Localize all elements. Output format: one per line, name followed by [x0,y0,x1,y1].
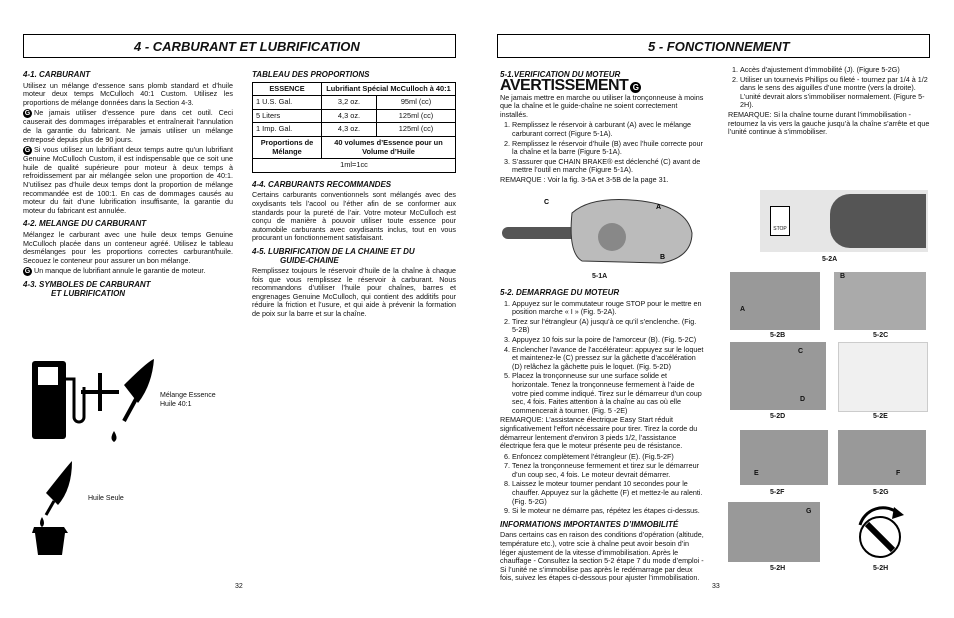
label-d: D [800,396,806,403]
s52-title: 5-2. DEMARRAGE DU MOTEUR [500,288,620,297]
s52-steps-2: 6. Enfoncez complètement l’étrangleur (E). (Fig.5-2F) 7. Tenez la tronçonneuse fermement et tirez sur le démarreur d’un coup sec, 4 fois. Le moteur devrait démarrer. 8. Laissez le moteur tourner pendant 10 secondes pour le chauffer. Appuyez sur la gâchette (F) et mettez-le au ralenti. (Fig. 5-2G) 9. Si le moteur ne démarre pas, répétez les étapes ci-dessus. [500,453,704,516]
oil-only-label: Huile Seule [88,495,124,502]
plus-icon [81,373,119,411]
warning-g-icon: G [24,147,31,155]
s52-rem: REMARQUE: L’assistance électrique Easy Start réduit signficativement l’effort nécessaire pour tirer. Tirez la corde du démarreur lentement d’environ 3 pieds 1/2, l’assistance électrique fera que le moteur présente peu de résistance. [500,415,698,451]
fig-5-2b [730,272,820,330]
s42-title: 4-2. MELANGE DU CARBURANT [23,219,147,229]
label-g: G [806,508,812,515]
label-b: B [840,273,846,280]
fig-5-2f-label: 5-2F [770,489,785,496]
left-col-1 [23,66,233,300]
warning-heading: AVERTISSEMENT G [500,82,704,93]
fig-5-1a-label: 5-1A [592,273,608,280]
s42-p2: G Un manque de lubrifiant annule le garantie de moteur. [24,266,206,276]
table-header-essence: ESSENCE [253,82,322,96]
s41-p2: G Ne jamais utiliser d’essence pure dans cet outil. Ceci causerait des dommages irréparables et entraînerait l’annulation de la garantie du fabricant. Ne jamais utiliser un mélange entreposé depuis plus de 90 jours. [23,108,233,144]
s53-rem: REMARQUE: Si la chaîne tourne durant l’immobilisation - retournez la vis vers la gauche jusqu’à la chaîne s’arrête et que l’unité continue à s’immobiliser. [728,109,930,137]
label-e: E [754,470,759,477]
label-a: A [656,204,662,211]
fig-5-2e [838,342,928,412]
warning-g-icon: G [24,268,31,276]
proportions-table [252,82,456,173]
mix-label: Mélange Essence Huile 40:1 [160,392,216,408]
table-row: 1 Imp. Gal. 4,3 oz. 125ml (cc) [253,123,456,137]
right-col-1b [500,284,704,585]
s53-p: Dans certains cas en raison des conditions d’opération (altitude, température etc.), votre scie à chaîne peut avoir besoin d’in léger ajustement de la vitesse d’immobilisation. Après le chauffage - Consultez la section 5-2 étape 7 du mode d’emploi - Si l’unité ne s’immobilise pas après le redémarrage par deux fois, suivez les étapes ci-dessous pour ajuster l’immobilisation. [500,530,704,583]
fig-5-2d [730,342,826,410]
page-number-left: 32 [235,583,243,590]
fig-5-2a-label: 5-2A [822,256,838,263]
s42-p1: Mélangez le carburant avec une huile deux temps Genuine McCulloch placée dans un conteneur agréé. Utilisez le tableau desmélanges pour les proportions correctes carburant/huile. Secouez le conteneur pour assurer un bon mélange. [23,229,233,265]
s41-p1: Utilisez un mélange d’essence sans plomb standard et d’huile moteur deux temps McCulloch 40:1 Custom. Utilisez les proportions de mélange données dans la Section 4-3. [23,80,233,107]
s52-steps: 1. Appuyez sur le commutateur rouge STOP pour le mettre en position marche « I » (Fig. 5-2A). 2. Tirez sur l’étrangleur (A) jusqu’à ce qu’il s’enclenche. (Fig. 5-2B) 3. Appuyez 10 fois sur la poire de l’amorceur (B). (Fig. 5-2C) 4. Enclencher l’avance de l’accélérateur: appuyez sur le loquet et maintenez-le (C) pressez sur la gâchette d’accélération (D) relâchez la gâchette puis le loquet. (Fig. 5-2D) 5. Placez la tronçonneuse sur une surface solide et horizontale. Tenez la tronçonneuse fermement à l’aide de votre pied comme indiqué. Tirez sur le démarreur d’un coup sec, 4 fois. Faites attention à la chaîne au cas où elle commencerait à tourner. (Fig. 5 -2E) [500,300,704,416]
s51-p: Ne jamais mettre en marche ou utiliser la tronçonneuse à moins que la chaîne et le guide-chaîne ne soient correctement installés. [500,92,704,119]
page-number-right: 33 [712,583,720,590]
s43-title: 4-3. SYMBOLES DE CARBURANT ET LUBRIFICATION [23,280,151,298]
s53-steps: 1. Accès d’ajustement d’immobilité (J). (Figure 5-2G) 2. Utiliser un tournevis Phillips ou fileté - tournez par 1/4 à 1/2 dans le sens des aiguilles d’une montre (vers la droite). L’unité devrait alors s’immobiliser normalement. (Figure 5-2H). [728,66,930,110]
s44-title: 4-4. CARBURANTS RECOMMANDES [252,179,392,189]
fig-5-2h-label: 5-2H [770,565,786,572]
warning-g-icon: G [24,110,31,118]
s44-p: Certains carburants conventionnels sont mélangés avec des oxydisants tels l’acool ou l’éther afin de se conformer aux standards pour la pureté de l’air. Votre moteur McCulloch est conçu de manière à pouvoir utiliser toute essence pour automobile carburants avec oxydisants inclus, tout en vous procurant un fonctionnement satisfaisant. [252,190,456,243]
right-col-1 [500,66,704,187]
fig-5-2a [760,190,928,252]
table-row: 1ml=1cc [253,159,456,173]
s51-title: 5-1.VERIFICATION DU MOTEUR [500,70,621,79]
right-header-title: 5 - FONCTIONNEMENT [648,38,790,54]
fig-5-2b-label: 5-2B [770,332,786,339]
oil-funnel-icon [112,359,155,442]
table-header-lubricant: Lubrifiant Spécial McCulloch à 40:1 [322,82,456,96]
left-col-2 [252,66,456,321]
right-header [497,34,930,58]
label-f: F [896,470,901,477]
fig-5-2c-label: 5-2C [873,332,889,339]
label-c: C [544,199,550,206]
stop-switch-icon: STOP [770,206,790,236]
fig-5-2e-label: 5-2E [873,413,888,420]
fig-5-2d-label: 5-2D [770,413,786,420]
label-b: B [660,254,666,261]
s41-p3: G Si vous utilisez un lubrifiant deux temps autre qu’un lubrifiant Genuine McCulloch Custom, il est indispensable que ce soit une huile de qualité supérieure pour moteur à deux temps à refroidissement par air mélangée selon une proportion de 40:1. N’utilisez pas d’huile deux temps dont la proportion de mélange recommandée est de 100:1. En cas de dommages causés au moteur du fait d’une lubrification insuffisante, la garantie du moteur du fabricant est annulée. [23,145,233,215]
label-a: A [740,306,746,313]
fig-5-2g [838,430,926,485]
table-header-row [253,82,456,96]
fuel-symbols-illustration [28,355,178,565]
label-c: C [798,348,804,355]
fuel-pump-icon [32,361,84,439]
oil-funnel-icon-2 [40,461,72,527]
s53-title: INFORMATIONS IMPORTANTES D’IMMOBILITÉ [500,519,679,529]
s45-title: 4-5. LUBRIFICATION DE LA CHAINE ET DU GUIDE-CHAINE [252,246,415,265]
s41-title: 4-1. CARBURANT [23,70,91,79]
s51-steps: 1. Remplissez le réservoir à carburant (A) avec le mélange carburant correct (Figure 5-1A). 2. Remplissez le réservoir d’huile (B) avec l’huile correcte pour la chaîne et la barre (Figure 5-1A). 3. S’assurer que CHAIN BRAKE® est déclenché (C) avant de mettre l’outil en marche (Figure 5-1A). [500,121,704,175]
s51-rem: REMARQUE : Voir la fig. 3-5A et 3-5B de la page 31. [500,174,669,184]
fig-5-2g-label: 5-2G [873,489,889,496]
table-row: 1 U.S. Gal. 3,2 oz. 95ml (cc) [253,96,456,110]
fig-5-2h-label-2: 5-2H [873,565,889,572]
oil-can-icon [32,527,68,555]
s45-p: Remplissez toujours le réservoir d’huile de la chaîne à chaque fois que vous remplissez le réservoir à carburant. Nous recommandons d’utiliser l’huile pour chaînes, barres et engrenages Genuine McCulloch, qui contient des additifs pour réduire la friction et l’usure, et qui aide à prévenir la formation de poix sur la barre et sur la chaîne. [252,266,456,319]
table-row: Proportions de Mélange 40 volumes d’Essence pour un Volume d’Huile [253,136,456,158]
table-row: 5 Liters 4,3 oz. 125ml (cc) [253,109,456,123]
fig-5-2c [834,272,926,330]
right-col-2-text [728,66,930,139]
left-header-title: 4 - CARBURANT ET LUBRIFICATION [134,38,360,54]
left-header [23,34,456,58]
rotate-clockwise-icon [850,505,910,563]
chainsaw-figure-5-1a [502,193,702,271]
warning-g-icon: G [630,82,641,93]
table-title: TABLEAU DES PROPORTIONS [252,70,370,79]
